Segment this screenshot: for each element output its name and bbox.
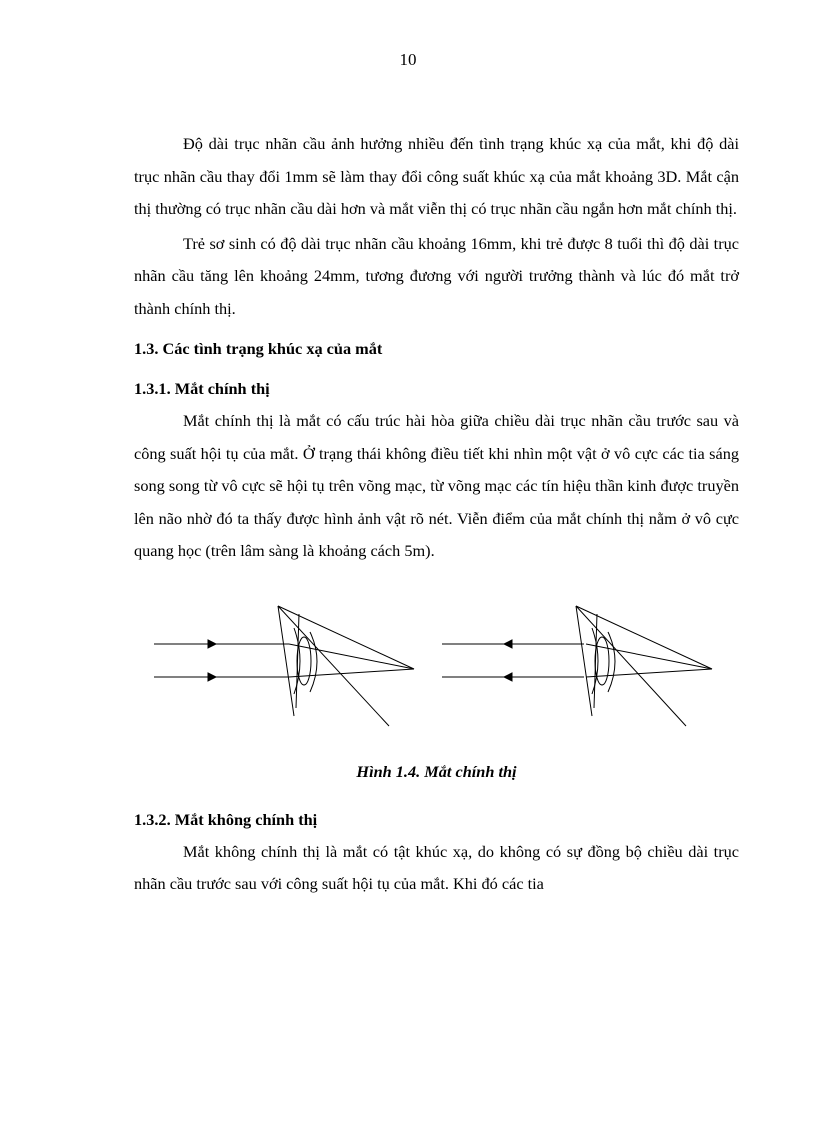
lens-ellipse bbox=[297, 637, 311, 685]
heading-1-3-1: 1.3.1. Mắt chính thị bbox=[134, 379, 270, 398]
page-number: 10 bbox=[399, 50, 417, 69]
paragraph-ametropia: Mắt không chính thị là mắt có tật khúc xạ, do không có sự đồng bộ chiều dài trục nhãn cầu trước sau với công suất hội tụ của mắt. Khi đó các tia bbox=[134, 841, 739, 894]
ray-line bbox=[586, 644, 712, 669]
heading-1-3-2: 1.3.2. Mắt không chính thị bbox=[134, 809, 318, 829]
arrow-right-icon bbox=[208, 673, 216, 681]
arrow-left-icon bbox=[504, 673, 512, 681]
paragraph-axial-length: Độ dài trục nhãn cầu ảnh hưởng nhiều đến tình trạng khúc xạ của mắt, khi độ dài trục nhãn cầu thay đổi 1mm sẽ làm thay đổi công suất khúc xạ của mắt khoảng 3D. Mắt cận thị thường có trục nhãn cầu dài hơn và mắt viễn thị có trục nhãn cầu ngắn hơn mắt chính thị. bbox=[134, 134, 739, 218]
figure-caption: Hình 1.4. Mắt chính thị bbox=[356, 761, 517, 781]
ray-line bbox=[289, 644, 414, 669]
ray-line bbox=[278, 606, 389, 726]
lens-ellipse bbox=[595, 637, 609, 685]
right-eye-diagram bbox=[442, 606, 712, 726]
ray-line bbox=[576, 606, 686, 726]
paragraph-emmetropia: Mắt chính thị là mắt có cấu trúc hài hòa giữa chiều dài trục nhãn cầu trước sau và công suất hội tụ của mắt. Ở trạng thái không điều tiết khi nhìn một vật ở vô cực các tia sáng song song từ vô cực sẽ hội tụ trên võng mạc, từ võng mạc các tín hiệu thần kinh được truyền lên não nhờ đó ta thấy được hình ảnh vật rõ nét. Viễn điểm của mắt chính thị nằm ở vô cực quang học (trên lâm sàng là khoảng cách 5m). bbox=[134, 411, 739, 560]
arrow-left-icon bbox=[504, 640, 512, 648]
cornea-line bbox=[576, 606, 592, 716]
cornea-line bbox=[278, 606, 294, 716]
paragraph-newborn: Trẻ sơ sinh có độ dài trục nhãn cầu khoảng 16mm, khi trẻ được 8 tuổi thì độ dài trục nhãn cầu tăng lên khoảng 24mm, tương đương với người trưởng thành và lúc đó mắt trở thành chính thị. bbox=[134, 233, 739, 318]
heading-1-3: 1.3. Các tình trạng khúc xạ của mắt bbox=[134, 339, 383, 358]
ray-line bbox=[289, 669, 414, 677]
arrow-right-icon bbox=[208, 640, 216, 648]
document-body bbox=[134, 128, 739, 903]
figure-diagram bbox=[134, 608, 739, 738]
figure-emmetropic-eye bbox=[134, 608, 739, 728]
left-eye-diagram bbox=[154, 606, 414, 726]
ray-line bbox=[586, 669, 712, 677]
